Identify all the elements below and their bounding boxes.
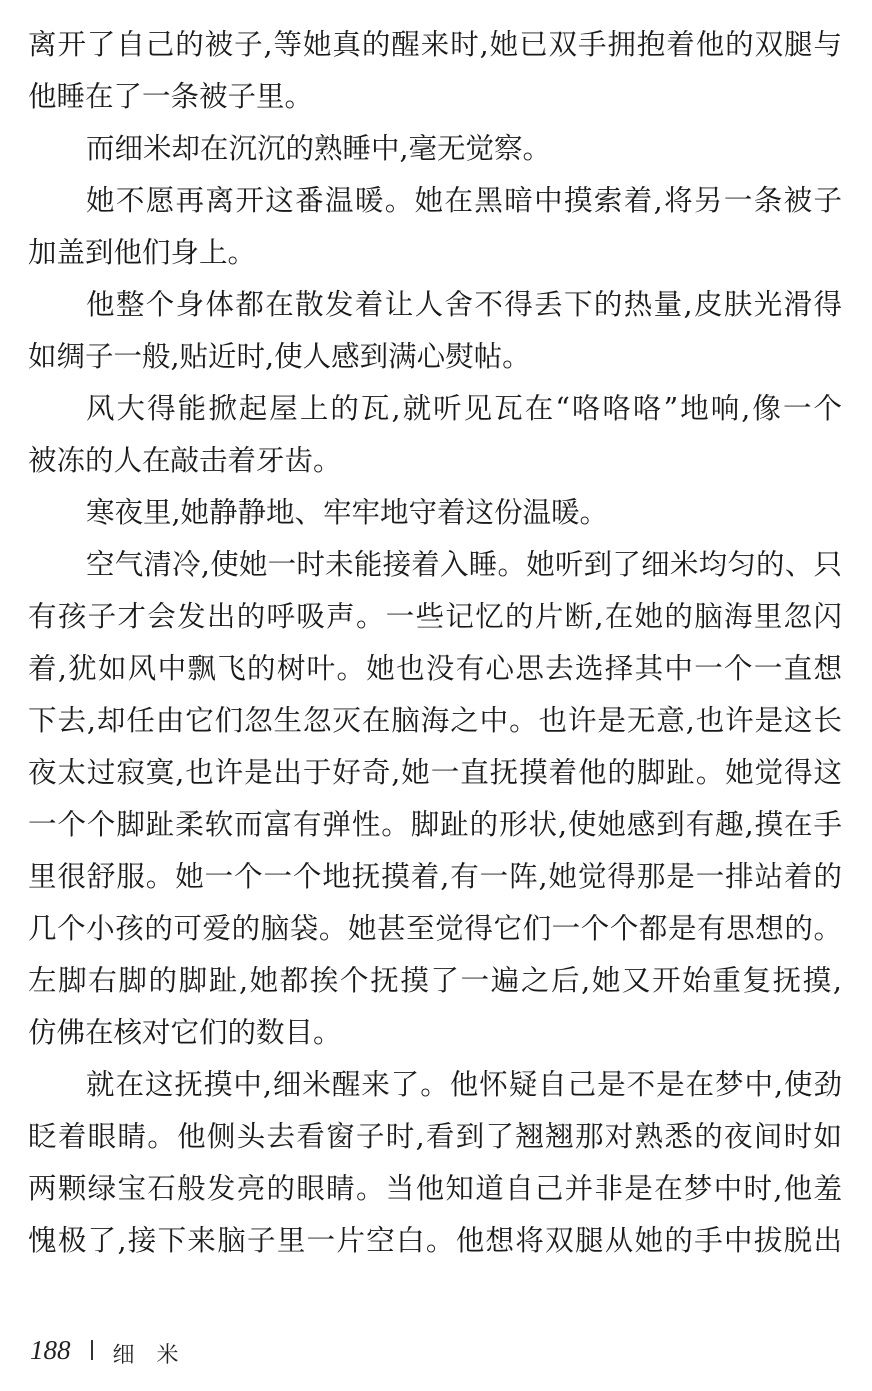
text-line: 风大得能掀起屋上的瓦,就听见瓦在“咯咯咯”地响,像一个 [86, 392, 842, 425]
text-line: 左脚右脚的脚趾,她都挨个抚摸了一遍之后,她又开始重复抚摸, [28, 964, 842, 997]
text-line: 几个小孩的可爱的脑袋。她甚至觉得它们一个个都是有思想的。 [28, 912, 842, 945]
text-line: 里很舒服。她一个一个地抚摸着,有一阵,她觉得那是一排站着的 [28, 860, 842, 893]
footer-divider [91, 1340, 93, 1360]
text-line: 寒夜里,她静静地、牢牢地守着这份温暖。 [86, 496, 609, 529]
text-line: 两颗绿宝石般发亮的眼睛。当他知道自己并非是在梦中时,他羞 [28, 1172, 842, 1205]
text-line: 而细米却在沉沉的熟睡中,毫无觉察。 [86, 132, 552, 165]
paragraph [28, 19, 842, 123]
paragraph [28, 175, 842, 279]
body-text [28, 19, 842, 1267]
text-line: 就在这抚摸中,细米醒来了。他怀疑自己是不是在梦中,使劲 [86, 1068, 842, 1101]
paragraph [28, 487, 842, 539]
text-line: 夜太过寂寞,也许是出于好奇,她一直抚摸着他的脚趾。她觉得这 [28, 756, 842, 789]
paragraph [28, 539, 842, 1059]
text-line: 一个个脚趾柔软而富有弹性。脚趾的形状,使她感到有趣,摸在手 [28, 808, 842, 841]
text-line: 愧极了,接下来脑子里一片空白。他想将双腿从她的手中拔脱出 [28, 1224, 842, 1257]
paragraph [28, 1059, 842, 1267]
paragraph [28, 123, 842, 175]
paragraph [28, 279, 842, 383]
text-line: 被冻的人在敲击着牙齿。 [28, 444, 342, 477]
text-line: 加盖到他们身上。 [28, 236, 257, 269]
text-line: 空气清冷,使她一时未能接着入睡。她听到了细米均匀的、只 [86, 548, 842, 581]
text-line: 仿佛在核对它们的数目。 [28, 1016, 342, 1049]
text-line: 着,犹如风中飘飞的树叶。她也没有心思去选择其中一个一直想 [28, 652, 842, 685]
text-line: 他整个身体都在散发着让人舍不得丢下的热量,皮肤光滑得 [86, 288, 842, 321]
text-line: 她不愿再离开这番温暖。她在黑暗中摸索着,将另一条被子 [86, 184, 842, 217]
paragraph [28, 383, 842, 487]
page-footer [30, 1332, 201, 1368]
running-title: 细米 [112, 1342, 201, 1368]
text-line: 如绸子一般,贴近时,使人感到满心熨帖。 [28, 340, 531, 373]
page-number: 188 [30, 1334, 71, 1365]
text-line: 离开了自己的被子,等她真的醒来时,她已双手拥抱着他的双腿与 [28, 28, 842, 61]
text-line: 下去,却任由它们忽生忽灭在脑海之中。也许是无意,也许是这长 [28, 704, 842, 737]
text-line: 眨着眼睛。他侧头去看窗子时,看到了翘翘那对熟悉的夜间时如 [28, 1120, 842, 1153]
text-line: 他睡在了一条被子里。 [28, 80, 314, 113]
text-line: 有孩子才会发出的呼吸声。一些记忆的片断,在她的脑海里忽闪 [28, 600, 842, 633]
